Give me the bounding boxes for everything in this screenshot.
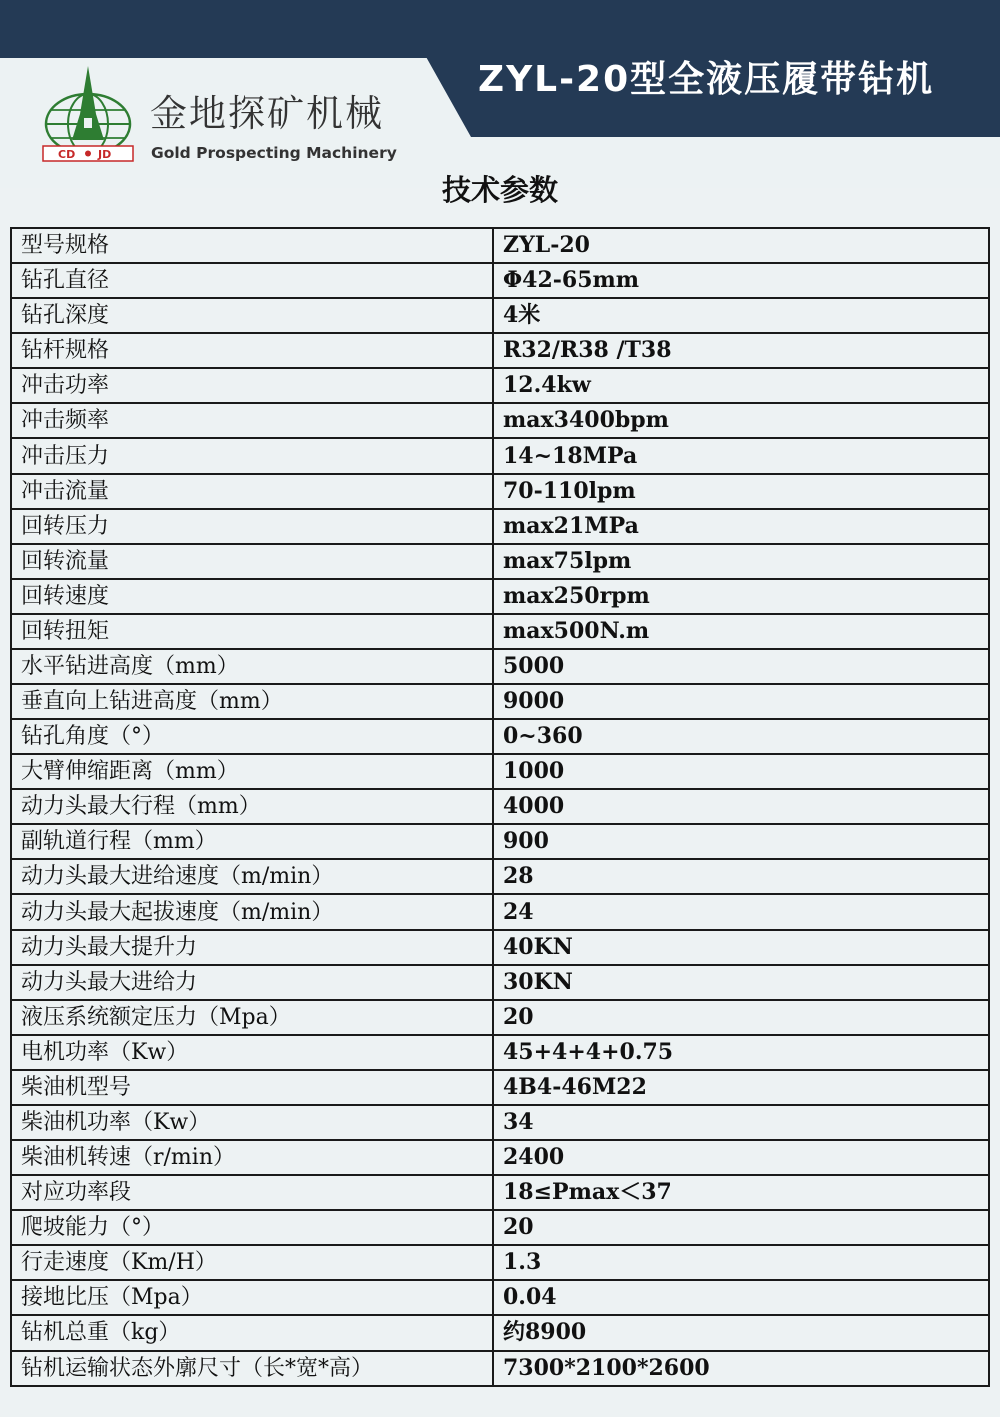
table-row xyxy=(11,1280,989,1315)
section-title: 技术参数 xyxy=(441,173,558,207)
param-label: 柴油机功率（Kw） xyxy=(11,1105,493,1140)
param-label: 行走速度（Km/H） xyxy=(11,1245,493,1280)
table-row xyxy=(11,965,989,1000)
table-row xyxy=(11,368,989,403)
param-label: 垂直向上钻进高度（mm） xyxy=(11,684,493,719)
param-value: 4B4-46M22 xyxy=(493,1070,989,1105)
param-label: 动力头最大起拔速度（m/min） xyxy=(11,894,493,929)
company-logo-icon xyxy=(40,62,136,166)
table-row xyxy=(11,228,989,263)
table-row xyxy=(11,1140,989,1175)
param-value: 4000 xyxy=(493,789,989,824)
param-label: 回转速度 xyxy=(11,579,493,614)
param-value: 70-110lpm xyxy=(493,474,989,509)
table-row xyxy=(11,1035,989,1070)
table-row xyxy=(11,930,989,965)
table-row xyxy=(11,1245,989,1280)
table-row xyxy=(11,438,989,473)
param-label: 爬坡能力（°） xyxy=(11,1210,493,1245)
param-label: 型号规格 xyxy=(11,228,493,263)
param-label: 钻孔角度（°） xyxy=(11,719,493,754)
param-value: 0.04 xyxy=(493,1280,989,1315)
param-label: 副轨道行程（mm） xyxy=(11,824,493,859)
product-title: ZYL-20型全液压履带钻机 xyxy=(478,59,935,100)
table-row xyxy=(11,509,989,544)
table-row xyxy=(11,1105,989,1140)
param-label: 大臂伸缩距离（mm） xyxy=(11,754,493,789)
brand-name-chinese: 金地探矿机械 xyxy=(150,92,384,135)
table-row xyxy=(11,403,989,438)
param-value: 1.3 xyxy=(493,1245,989,1280)
table-row xyxy=(11,1315,989,1350)
param-label: 回转扭矩 xyxy=(11,614,493,649)
param-value: 34 xyxy=(493,1105,989,1140)
param-value: 20 xyxy=(493,1210,989,1245)
table-row xyxy=(11,1210,989,1245)
table-row xyxy=(11,719,989,754)
table-row xyxy=(11,824,989,859)
param-value: 12.4kw xyxy=(493,368,989,403)
param-label: 柴油机型号 xyxy=(11,1070,493,1105)
param-value: max21MPa xyxy=(493,509,989,544)
table-row xyxy=(11,614,989,649)
param-value: 900 xyxy=(493,824,989,859)
table-row xyxy=(11,544,989,579)
param-label: 钻孔直径 xyxy=(11,263,493,298)
param-value: 1000 xyxy=(493,754,989,789)
table-row xyxy=(11,859,989,894)
param-label: 钻杆规格 xyxy=(11,333,493,368)
param-value: 5000 xyxy=(493,649,989,684)
param-value: ZYL-20 xyxy=(493,228,989,263)
param-value: R32/R38 /T38 xyxy=(493,333,989,368)
spec-table-body xyxy=(11,228,989,1386)
param-value: 20 xyxy=(493,1000,989,1035)
table-row xyxy=(11,263,989,298)
param-value: 约8900 xyxy=(493,1315,989,1350)
table-row xyxy=(11,649,989,684)
param-label: 回转流量 xyxy=(11,544,493,579)
param-value: 7300*2100*2600 xyxy=(493,1351,989,1387)
param-value: Φ42-65mm xyxy=(493,263,989,298)
param-label: 动力头最大进给力 xyxy=(11,965,493,1000)
table-row xyxy=(11,1000,989,1035)
param-value: 4米 xyxy=(493,298,989,333)
param-value: max500N.m xyxy=(493,614,989,649)
param-label: 冲击压力 xyxy=(11,438,493,473)
brand-name-english: Gold Prospecting Machinery xyxy=(151,144,397,162)
table-row xyxy=(11,298,989,333)
param-value: max3400bpm xyxy=(493,403,989,438)
table-row xyxy=(11,1070,989,1105)
param-label: 接地比压（Mpa） xyxy=(11,1280,493,1315)
logo-text-left: CD xyxy=(58,148,76,161)
table-row xyxy=(11,894,989,929)
table-row xyxy=(11,754,989,789)
param-value: 28 xyxy=(493,859,989,894)
param-label: 液压系统额定压力（Mpa） xyxy=(11,1000,493,1035)
param-label: 回转压力 xyxy=(11,509,493,544)
param-value: 30KN xyxy=(493,965,989,1000)
param-label: 柴油机转速（r/min） xyxy=(11,1140,493,1175)
table-row xyxy=(11,1351,989,1387)
param-value: 14~18MPa xyxy=(493,438,989,473)
table-row xyxy=(11,789,989,824)
param-label: 电机功率（Kw） xyxy=(11,1035,493,1070)
table-row xyxy=(11,579,989,614)
param-label: 冲击功率 xyxy=(11,368,493,403)
param-value: 24 xyxy=(493,894,989,929)
param-label: 钻机总重（kg） xyxy=(11,1315,493,1350)
table-row xyxy=(11,474,989,509)
param-label: 水平钻进高度（mm） xyxy=(11,649,493,684)
top-banner xyxy=(0,0,1000,58)
param-label: 动力头最大进给速度（m/min） xyxy=(11,859,493,894)
table-row xyxy=(11,333,989,368)
param-label: 动力头最大提升力 xyxy=(11,930,493,965)
param-value: 40KN xyxy=(493,930,989,965)
param-label: 钻机运输状态外廓尺寸（长*宽*高） xyxy=(11,1351,493,1387)
param-label: 对应功率段 xyxy=(11,1175,493,1210)
param-value: 18≤Pmax＜37 xyxy=(493,1175,989,1210)
param-value: 45+4+4+0.75 xyxy=(493,1035,989,1070)
param-value: max250rpm xyxy=(493,579,989,614)
param-value: 0~360 xyxy=(493,719,989,754)
table-row xyxy=(11,684,989,719)
param-label: 动力头最大行程（mm） xyxy=(11,789,493,824)
param-label: 钻孔深度 xyxy=(11,298,493,333)
logo-text-right: JD xyxy=(98,148,112,161)
param-label: 冲击频率 xyxy=(11,403,493,438)
param-value: max75lpm xyxy=(493,544,989,579)
param-value: 9000 xyxy=(493,684,989,719)
param-value: 2400 xyxy=(493,1140,989,1175)
param-label: 冲击流量 xyxy=(11,474,493,509)
spec-table xyxy=(10,227,990,1387)
table-row xyxy=(11,1175,989,1210)
